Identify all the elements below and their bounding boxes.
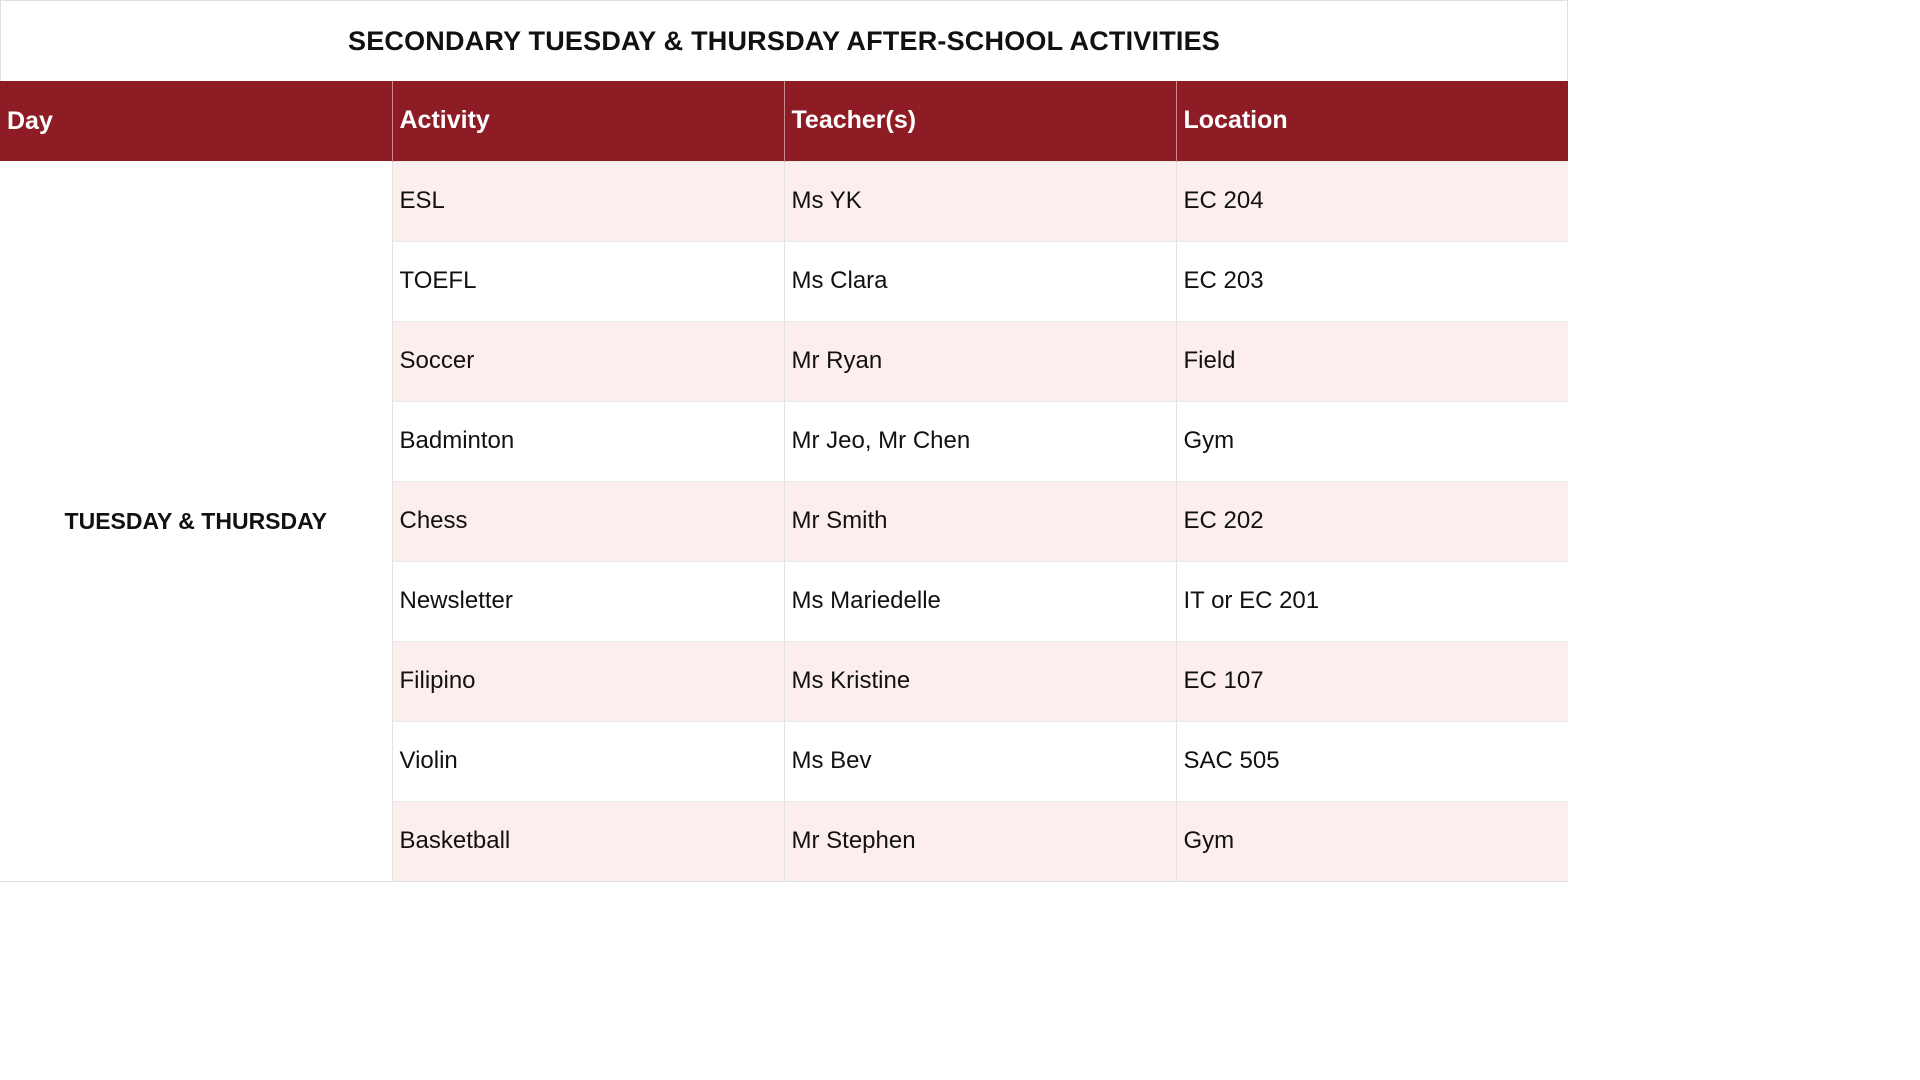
location-cell: EC 204 — [1176, 161, 1568, 241]
table-header-row — [0, 81, 1568, 161]
location-cell: Gym — [1176, 801, 1568, 881]
column-header-location: Location — [1176, 81, 1568, 161]
day-cell: TUESDAY & THURSDAY — [0, 161, 392, 881]
teacher-cell: Ms Kristine — [784, 641, 1176, 721]
activity-cell: Chess — [392, 481, 784, 561]
teacher-cell: Ms Bev — [784, 721, 1176, 801]
teacher-cell: Mr Stephen — [784, 801, 1176, 881]
location-cell: IT or EC 201 — [1176, 561, 1568, 641]
column-header-day: Day — [0, 81, 392, 161]
location-cell: SAC 505 — [1176, 721, 1568, 801]
location-cell: Gym — [1176, 401, 1568, 481]
location-cell: EC 202 — [1176, 481, 1568, 561]
activity-cell: Soccer — [392, 321, 784, 401]
activity-cell: Basketball — [392, 801, 784, 881]
activity-cell: Newsletter — [392, 561, 784, 641]
activity-cell: ESL — [392, 161, 784, 241]
teacher-cell: Ms YK — [784, 161, 1176, 241]
activity-cell: Badminton — [392, 401, 784, 481]
column-header-activity: Activity — [392, 81, 784, 161]
table-row — [0, 161, 1568, 241]
teacher-cell: Ms Clara — [784, 241, 1176, 321]
page-title: SECONDARY TUESDAY & THURSDAY AFTER-SCHOOL ACTIVITIES — [347, 25, 1221, 56]
activity-cell: TOEFL — [392, 241, 784, 321]
location-cell: Field — [1176, 321, 1568, 401]
location-cell: EC 203 — [1176, 241, 1568, 321]
teacher-cell: Ms Mariedelle — [784, 561, 1176, 641]
location-cell: EC 107 — [1176, 641, 1568, 721]
teacher-cell: Mr Jeo, Mr Chen — [784, 401, 1176, 481]
teacher-cell: Mr Ryan — [784, 321, 1176, 401]
activities-table — [0, 81, 1568, 881]
teacher-cell: Mr Smith — [784, 481, 1176, 561]
column-header-teachers: Teacher(s) — [784, 81, 1176, 161]
activity-cell: Filipino — [392, 641, 784, 721]
activity-cell: Violin — [392, 721, 784, 801]
